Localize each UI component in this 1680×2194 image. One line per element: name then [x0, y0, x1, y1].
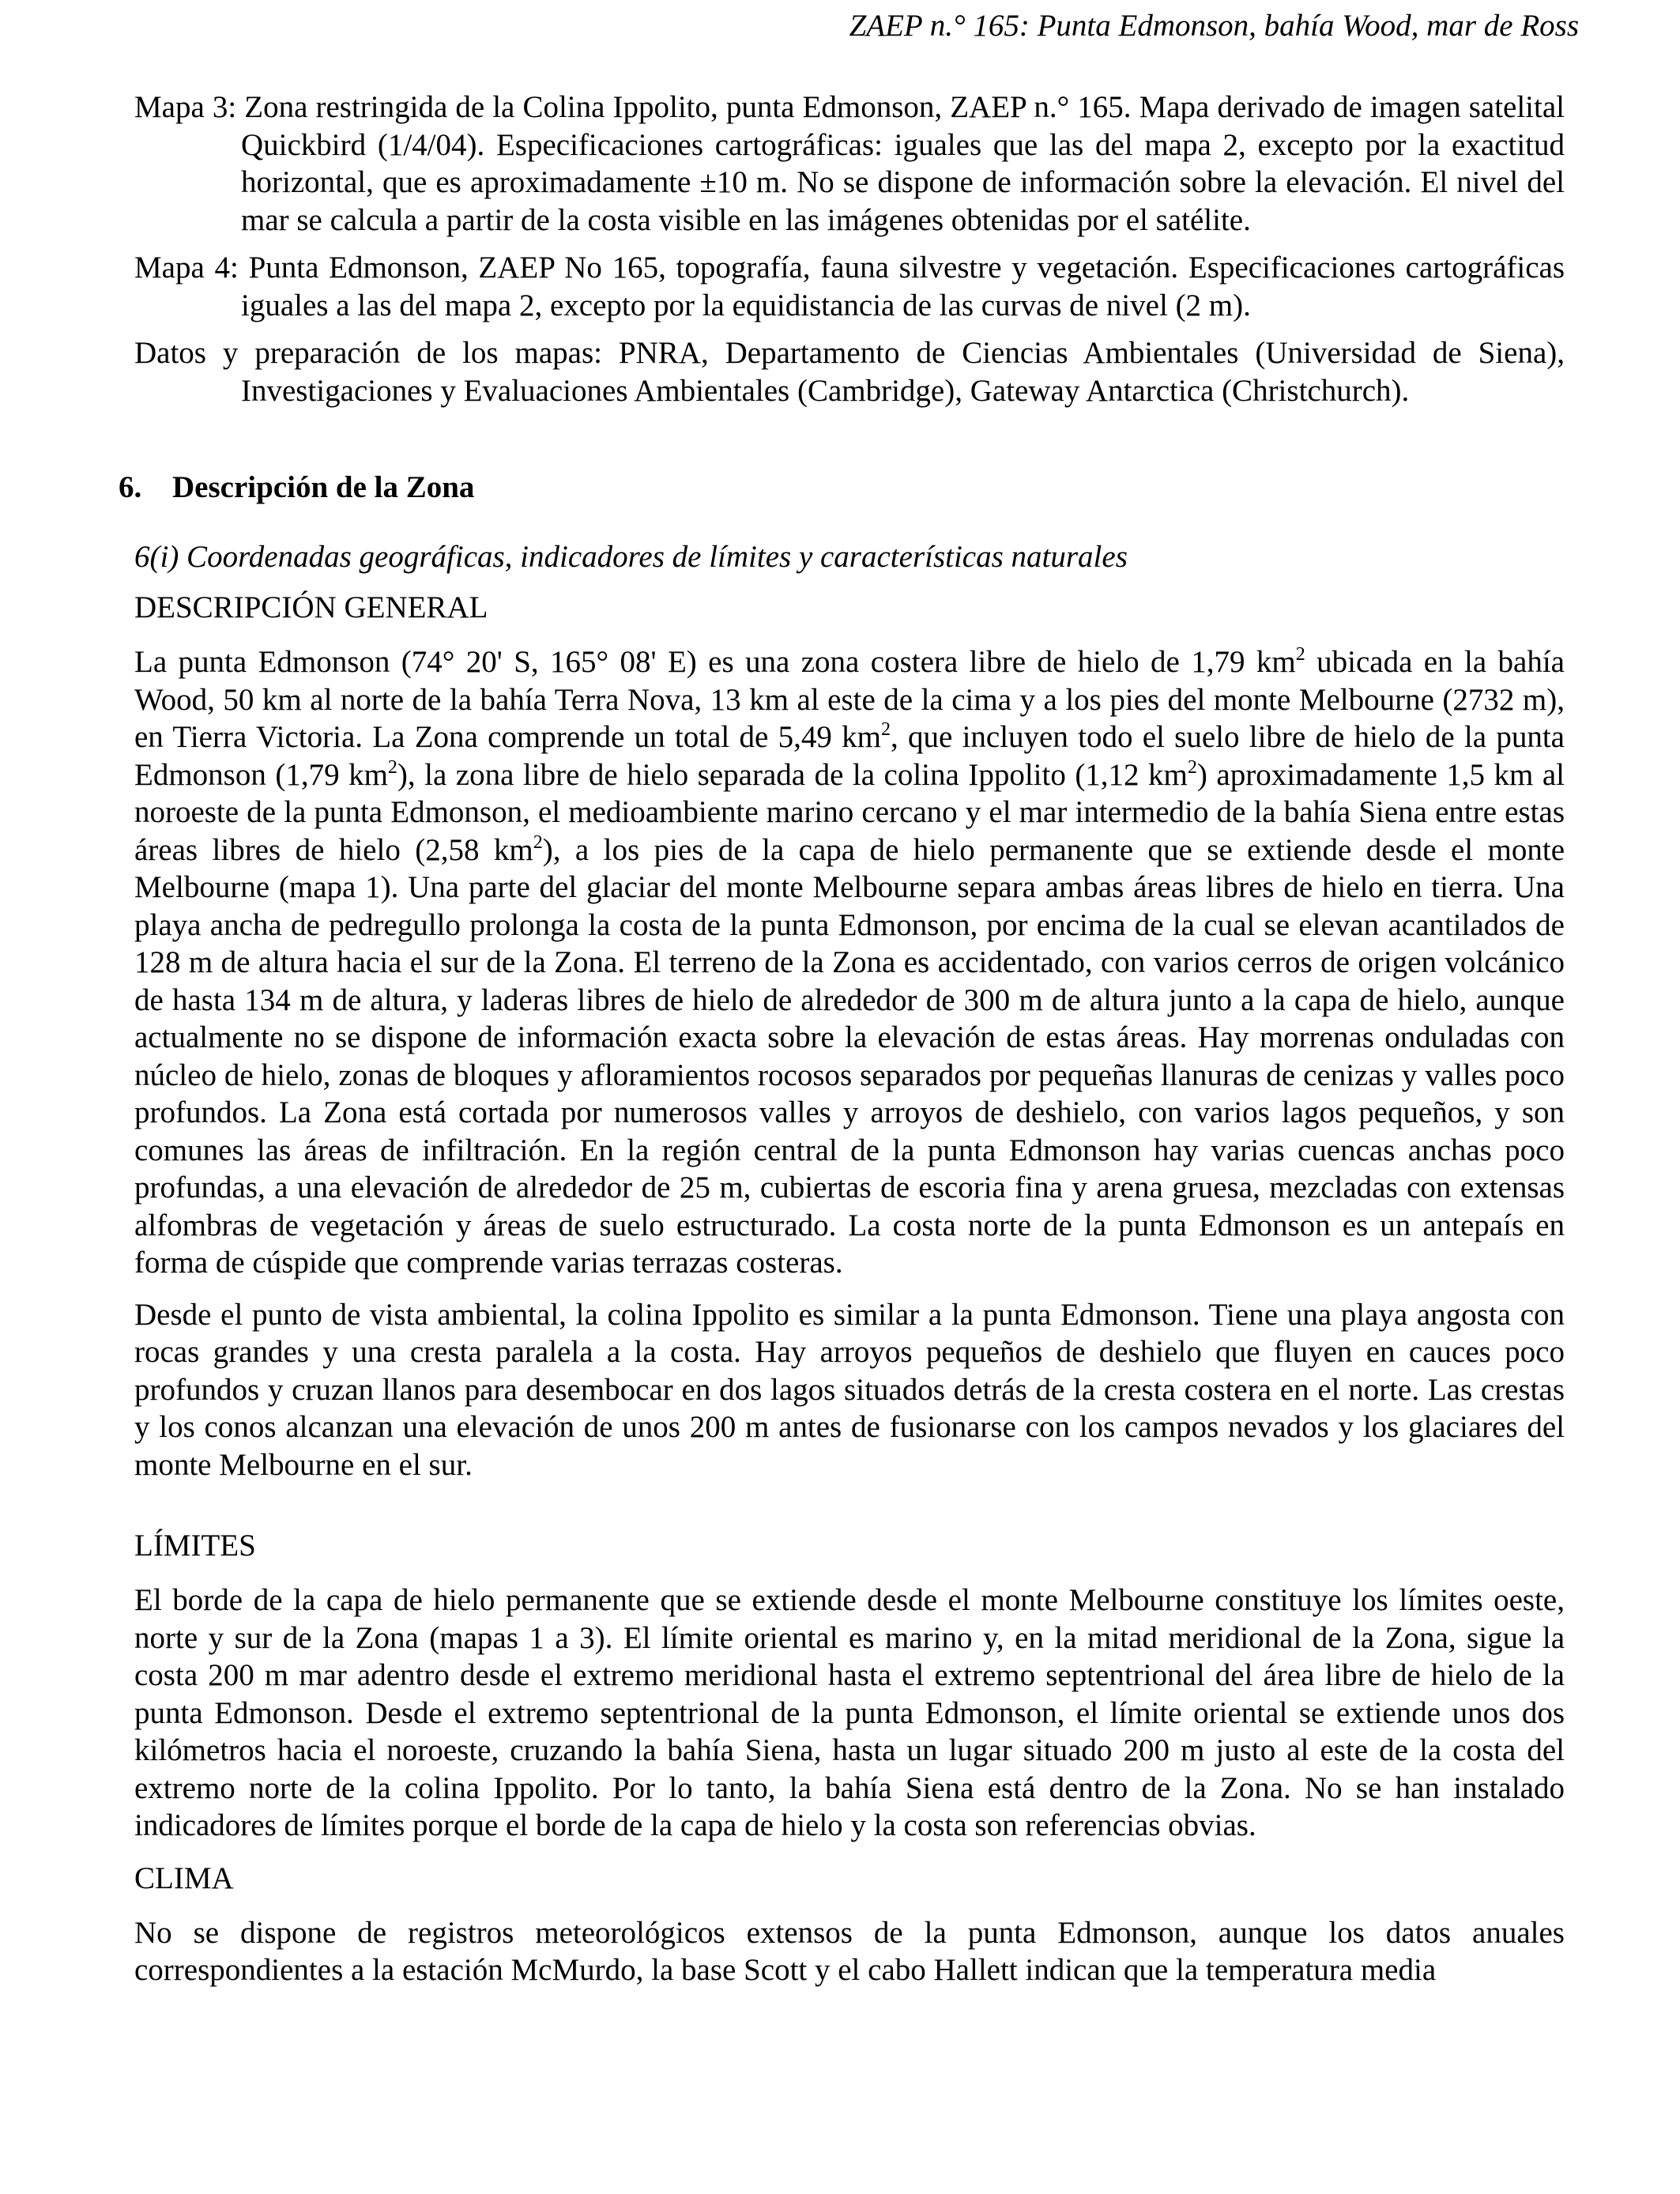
climate-heading: CLIMA [134, 1860, 234, 1895]
limits-heading: LÍMITES [134, 1529, 256, 1563]
general-description-heading: DESCRIPCIÓN GENERAL [134, 590, 488, 624]
map-credits: Datos y preparación de los mapas: PNRA, Departamento de Ciencias Ambientales (Universidad de Siena), Investigaciones y Evaluaciones Ambientales (Cambridge), Gateway Antarctica (Christchurch). [134, 336, 1565, 408]
climate-paragraph: No se dispone de registros meteorológicos extensos de la punta Edmonson, aunque los datos anuales correspondientes a la estación McMurdo, la base Scott y el cabo Hallett indican que la temperatura media [134, 1915, 1565, 1987]
page-content [119, 89, 1565, 1989]
subsection-heading: 6(i) Coordenadas geográficas, indicadores de límites y características naturales [134, 540, 1128, 574]
general-description-paragraph-2: Desde el punto de vista ambiental, la colina Ippolito es similar a la punta Edmonson. Tiene una playa angosta con rocas grandes y una cresta paralela a la costa. Hay arroyos pequeños de deshielo que fluyen en cauces poco profundos y cruzan llanos para desembocar en dos lagos situados detrás de la cresta costera en el norte. Las crestas y los conos alcanzan una elevación de unos 200 m antes de fusionarse con los campos nevados y los glaciares del monte Melbourne en el sur. [134, 1297, 1565, 1482]
running-header: ZAEP n.° 165: Punta Edmonson, bahía Wood, mar de Ross [849, 9, 1579, 43]
section-number: 6. [119, 470, 142, 504]
limits-paragraph: El borde de la capa de hielo permanente que se extiende desde el monte Melbourne constituye los límites oeste, norte y sur de la Zona (mapas 1 a 3). El límite oriental es marino y, en la mitad meridional de la Zona, sigue la costa 200 m mar adentro desde el extremo meridional hasta el extremo septentrional del área libre de hielo de la punta Edmonson. Desde el extremo septentrional de la punta Edmonson, el límite oriental se extiende unos dos kilómetros hacia el noroeste, cruzando la bahía Siena, hasta un lugar situado 200 m justo al este de la costa del extremo norte de la colina Ippolito. Por lo tanto, la bahía Siena está dentro de la Zona. No se han instalado indicadores de límites porque el borde de la capa de hielo y la costa son referencias obvias. [134, 1583, 1565, 1842]
section-title: Descripción de la Zona [172, 470, 475, 504]
section-heading [119, 468, 1565, 507]
map-caption-3: Mapa 3: Zona restringida de la Colina Ippolito, punta Edmonson, ZAEP n.° 165. Mapa derivado de imagen satelital Quickbird (1/4/04). Especificaciones cartográficas: iguales que las del mapa 2, excepto por la exactitud horizontal, que es aproximadamente ±10 m. No se dispone de información sobre la elevación. El nivel del mar se calcula a partir de la costa visible en las imágenes obtenidas por el satélite. [134, 90, 1565, 237]
map-caption-4: Mapa 4: Punta Edmonson, ZAEP No 165, topografía, fauna silvestre y vegetación. Especificaciones cartográficas iguales a las del mapa 2, excepto por la equidistancia de las curvas de nivel (2 m). [134, 251, 1565, 322]
general-description-paragraph-1: La punta Edmonson (74° 20' S, 165° 08' E) es una zona costera libre de hielo de 1,79 $km^2$ ubicada en la bahía Wood, 50 km al norte de la bahía Terra Nova, 13 km al este de la cima y a los pies del monte Melbourne (2732 m), en Tierra Victoria. La Zona comprende un total de 5,49 $km^2$, que incluyen todo el suelo libre de hielo de la punta Edmonson (1,79 $km^2$), la zona libre de hielo separada de la colina Ippolito (1,12 $km^2$) aproximadamente 1,5 km al noroeste de la punta Edmonson, el medioambiente marino cercano y el mar intermedio de la bahía Siena entre estas áreas libres de hielo (2,58 $km^2$), a los pies de la capa de hielo permanente que se extiende desde el monte Melbourne (mapa 1). Una parte del glaciar del monte Melbourne separa ambas áreas libres de hielo en tierra. Una playa ancha de pedregullo prolonga la costa de la punta Edmonson, por encima de la cual se elevan acantilados de 128 m de altura hacia el sur de la Zona. El terreno de la Zona es accidentado, con varios cerros de origen volcánico de hasta 134 m de altura, y laderas libres de hielo de alrededor de 300 m de altura junto a la capa de hielo, aunque actualmente no se dispone de información exacta sobre la elevación de estas áreas. Hay morrenas onduladas con núcleo de hielo, zonas de bloques y afloramientos rocosos separados por pequeñas llanuras de cenizas y valles poco profundos. La Zona está cortada por numerosos valles y arroyos de deshielo, con varios lagos pequeños, y son comunes las áreas de infiltración. En la región central de la punta Edmonson hay varias cuencas anchas poco profundas, a una elevación de alrededor de 25 m, cubiertas de escoria fina y arena gruesa, mezcladas con extensas alfombras de vegetación y áreas de suelo estructurado. La costa norte de la punta Edmonson es un antepaís en forma de cúspide que comprende varias terrazas costeras. [134, 644, 1565, 1280]
